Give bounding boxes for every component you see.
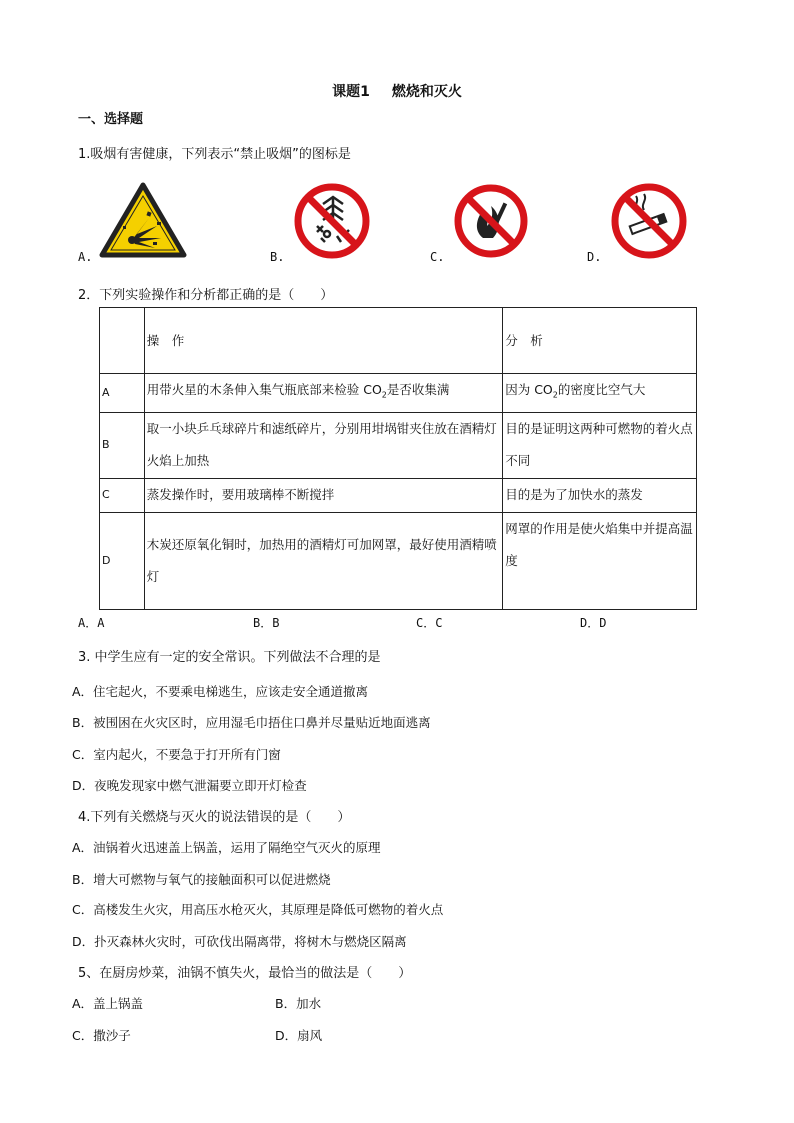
q1-label-a: A. [78, 250, 93, 264]
row-key: D [100, 512, 145, 609]
q5-option-c: C．撒沙子 [72, 1028, 131, 1043]
q4-stem: 4.下列有关燃烧与灭火的说法错误的是（ ） [78, 810, 351, 825]
q3-option-c: C．室内起火，不要急于打开所有门窗 [72, 747, 281, 762]
row-key: C [100, 478, 145, 512]
q4-option-b: B．增大可燃物与氧气的接触面积可以促进燃烧 [72, 872, 331, 887]
q5-option-d: D．扇风 [275, 1028, 323, 1043]
row-operation: 用带火星的木条伸入集气瓶底部来检验 $CO_2$是否收集满 [144, 374, 502, 413]
table-row [100, 412, 697, 478]
q4-option-c: C．高楼发生火灾，用高压水枪灭火，其原理是降低可燃物的着火点 [72, 902, 444, 917]
section-heading: 一、选择题 [78, 112, 144, 127]
q2-choice-b: B．B [253, 616, 280, 630]
q3-option-d: D．夜晚发现家中燃气泄漏要立即开灯检查 [72, 778, 307, 793]
q1-stem: 1.吸烟有害健康，下列表示“禁止吸烟”的图标是 [78, 147, 351, 162]
table-row [100, 478, 697, 512]
q3-stem: 3. 中学生应有一定的安全常识。下列做法不合理的是 [78, 650, 381, 665]
table-header-key [100, 308, 145, 374]
no-open-flame-icon [453, 182, 529, 260]
no-fireworks-icon [293, 182, 371, 260]
lesson-topic: 燃烧和灭火 [391, 84, 462, 100]
q4-option-d: D．扑灭森林火灾时，可砍伐出隔离带，将树木与燃烧区隔离 [72, 934, 407, 949]
q3-option-b: B．被围困在火灾区时，应用湿毛巾捂住口鼻并尽量贴近地面逃离 [72, 715, 431, 730]
no-smoking-icon [610, 182, 688, 260]
table-header-operation: 操 作 [144, 308, 502, 374]
q5-stem: 5、在厨房炒菜，油锅不慎失火，最恰当的做法是（ ） [78, 966, 412, 981]
q2-choice-d: D．D [580, 616, 607, 630]
q1-label-b: B. [270, 250, 285, 264]
lesson-number: 课题1 [332, 84, 370, 100]
q4-option-a: A．油锅着火迅速盖上锅盖，运用了隔绝空气灭火的原理 [72, 840, 381, 855]
explosive-warning-icon [99, 182, 187, 258]
row-operation: 蒸发操作时，要用玻璃棒不断搅拌 [144, 478, 502, 512]
q2-table [99, 307, 697, 610]
row-analysis: 因为 $CO_2$的密度比空气大 [503, 374, 697, 413]
row-operation: 取一小块乒乓球碎片和滤纸碎片，分别用坩埚钳夹住放在酒精灯火焰上加热 [144, 412, 502, 478]
q5-option-a: A．盖上锅盖 [72, 996, 144, 1011]
q2-stem: 2．下列实验操作和分析都正确的是（ ） [78, 288, 334, 303]
q1-label-c: C. [430, 250, 445, 264]
row-key: B [100, 412, 145, 478]
page-title [0, 81, 794, 101]
row-key: A [100, 374, 145, 413]
row-analysis: 目的是为了加快水的蒸发 [503, 478, 697, 512]
table-header-row [100, 308, 697, 374]
q2-choice-a: A．A [78, 616, 105, 630]
table-header-analysis: 分 析 [503, 308, 697, 374]
row-analysis: 网罩的作用是使火焰集中并提高温度 [503, 512, 697, 609]
q1-label-d: D. [587, 250, 602, 264]
q5-option-b: B．加水 [275, 996, 322, 1011]
table-row [100, 512, 697, 609]
q2-choice-c: C．C [416, 616, 443, 630]
q3-option-a: A．住宅起火，不要乘电梯逃生，应该走安全通道撤离 [72, 684, 369, 699]
row-operation: 木炭还原氧化铜时，加热用的酒精灯可加网罩，最好使用酒精喷灯 [144, 512, 502, 609]
table-row [100, 374, 697, 413]
row-analysis: 目的是证明这两种可燃物的着火点不同 [503, 412, 697, 478]
